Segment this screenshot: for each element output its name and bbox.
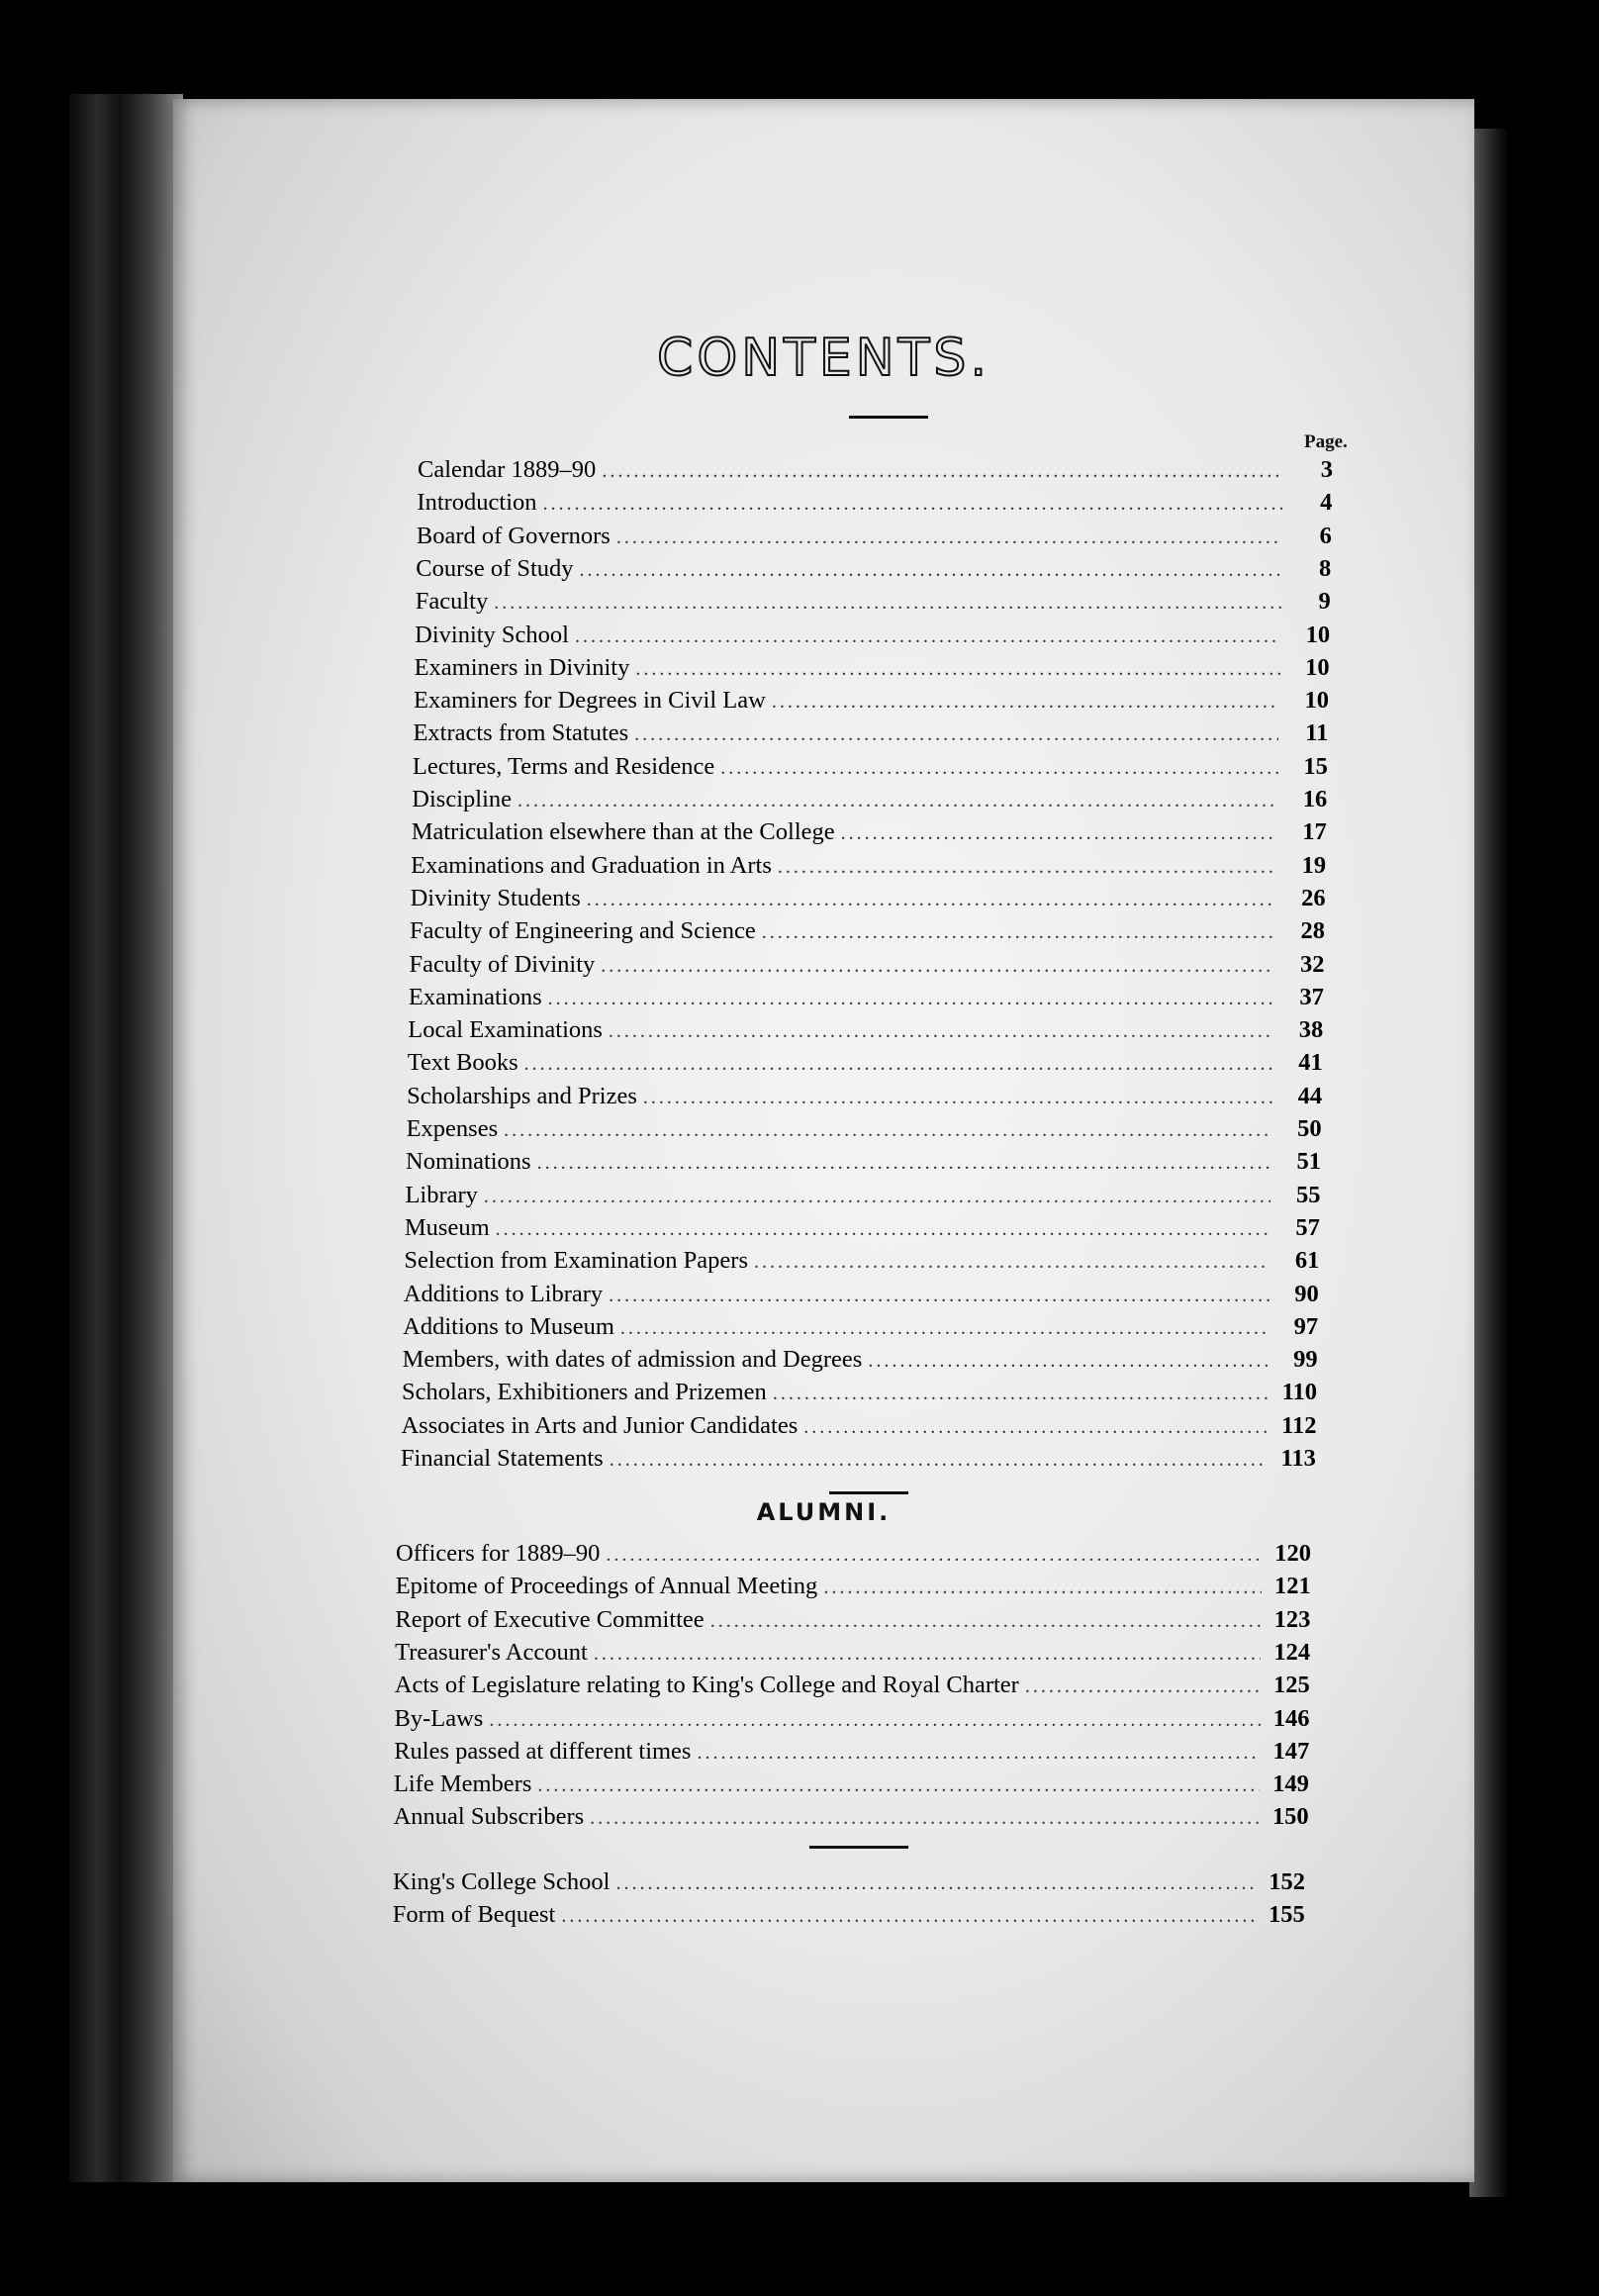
leader-dots (606, 1540, 1262, 1570)
toc-entry (415, 653, 1330, 684)
leader-dots (620, 1313, 1269, 1343)
toc-entry-title: Text Books (407, 1049, 518, 1077)
toc-entry-page: 41 (1298, 1049, 1323, 1077)
toc-entry (415, 621, 1330, 651)
page-edge (1469, 129, 1509, 2197)
leader-dots (587, 885, 1276, 914)
toc-entry-page: 11 (1305, 719, 1329, 747)
leader-dots (517, 786, 1277, 815)
toc-entry-title: Lectures, Terms and Residence (412, 752, 715, 780)
leader-dots (610, 1445, 1267, 1475)
toc-entry-page: 51 (1296, 1148, 1322, 1176)
toc-entry-title: Board of Governors (416, 522, 611, 549)
toc-entry-title: Treasurer's Account (395, 1638, 588, 1666)
toc-entry-page: 113 (1280, 1445, 1316, 1472)
page-column-label: Page. (1304, 431, 1348, 452)
toc-entry (395, 1671, 1310, 1701)
toc-entry-page: 10 (1305, 653, 1330, 681)
toc-entry-title: By-Laws (394, 1704, 484, 1732)
section-separator-rule (809, 1846, 908, 1849)
toc-entry (413, 752, 1328, 783)
toc-entry-page: 61 (1294, 1247, 1320, 1275)
toc-entry-title: Nominations (406, 1148, 531, 1176)
leader-dots (772, 687, 1279, 717)
toc-entry (407, 1082, 1322, 1112)
leader-dots (803, 1412, 1267, 1442)
leader-dots (489, 1705, 1260, 1735)
toc-entry-title: Discipline (412, 786, 513, 813)
toc-entry-title: Examinations and Graduation in Arts (411, 851, 772, 879)
toc-entry-page: 50 (1297, 1115, 1322, 1142)
toc-entry-title: Financial Statements (400, 1445, 604, 1472)
toc-entry (412, 817, 1327, 848)
toc-entry (396, 1572, 1311, 1602)
toc-entry-title: Divinity School (415, 621, 569, 648)
toc-entry (401, 1411, 1316, 1442)
toc-entry (409, 950, 1324, 981)
leader-dots (537, 1148, 1271, 1178)
toc-entry-page: 15 (1303, 752, 1328, 780)
leader-dots (524, 1049, 1273, 1079)
toc-entry-page: 146 (1272, 1704, 1310, 1732)
toc-entry-title: Local Examinations (408, 1016, 603, 1044)
leader-dots (841, 818, 1277, 848)
page-title: CONTENTS. (657, 329, 990, 388)
toc-entry-title: Scholars, Exhibitioners and Prizemen (402, 1379, 767, 1406)
toc-entry-page: 57 (1295, 1213, 1320, 1241)
leader-dots (494, 588, 1281, 618)
toc-entry (394, 1737, 1309, 1768)
toc-entry-title: Scholarships and Prizes (407, 1082, 637, 1109)
toc-entry-title: Additions to Museum (403, 1312, 614, 1340)
leader-dots (643, 1083, 1272, 1112)
toc-entry-title: Course of Study (416, 554, 574, 582)
toc-entry-title: King's College School (393, 1868, 611, 1895)
toc-entry (408, 1015, 1323, 1046)
toc-entry-page: 8 (1319, 554, 1332, 582)
toc-entry-page: 155 (1268, 1901, 1305, 1929)
toc-entry-page: 6 (1319, 522, 1332, 549)
leader-dots (762, 917, 1275, 947)
toc-entry-title: Annual Subscribers (393, 1803, 585, 1831)
toc-entry (395, 1638, 1310, 1669)
toc-entry-page: 55 (1295, 1181, 1321, 1208)
toc-entry-title: Faculty of Engineering and Science (410, 917, 756, 945)
toc-entry (395, 1605, 1310, 1636)
leader-dots (504, 1115, 1271, 1145)
toc-entry (413, 718, 1328, 749)
toc-entry-title: Epitome of Proceedings of Annual Meeting (395, 1573, 818, 1600)
toc-entry-title: Introduction (417, 489, 537, 517)
toc-entry-title: Acts of Legislature relating to King's College and Royal Charter (394, 1672, 1019, 1699)
toc-entry (394, 1802, 1309, 1833)
toc-entry-page: 110 (1281, 1379, 1318, 1406)
toc-entry-title: Officers for 1889–90 (396, 1540, 601, 1567)
leader-dots (616, 523, 1282, 552)
toc-entry-page: 37 (1299, 983, 1324, 1010)
leader-dots (720, 753, 1278, 783)
toc-entry-title: Members, with dates of admission and Degrees (402, 1346, 863, 1374)
toc-entry (416, 554, 1331, 585)
leader-dots (602, 456, 1283, 486)
toc-entry-title: Calendar 1889–90 (418, 456, 597, 483)
toc-entry-page: 121 (1273, 1573, 1311, 1600)
toc-entry-title: Divinity Students (410, 884, 581, 911)
toc-entry (403, 1345, 1318, 1376)
toc-entry-page: 97 (1293, 1312, 1319, 1340)
leader-dots (710, 1606, 1262, 1636)
toc-entry-title: Faculty of Divinity (409, 950, 596, 978)
toc-entry (403, 1312, 1318, 1343)
leader-dots (594, 1639, 1261, 1669)
toc-entry (417, 522, 1332, 552)
leader-dots (1025, 1672, 1261, 1701)
toc-entry-title: Extracts from Statutes (413, 719, 629, 747)
toc-entry-title: Selection from Examination Papers (404, 1247, 748, 1275)
toc-entry-page: 112 (1281, 1411, 1317, 1439)
toc-entry-page: 124 (1273, 1638, 1311, 1666)
leader-dots (609, 1281, 1270, 1310)
leader-dots (543, 489, 1283, 519)
toc-entry-page: 16 (1302, 786, 1328, 813)
leader-dots (575, 622, 1280, 651)
toc-entry-page: 152 (1269, 1868, 1305, 1895)
toc-entry (405, 1181, 1320, 1211)
toc-entry-title: Report of Executive Committee (395, 1605, 705, 1633)
toc-entry-page: 123 (1273, 1605, 1311, 1633)
leader-dots (537, 1770, 1260, 1800)
toc-entry (417, 488, 1332, 519)
leader-dots (773, 1379, 1268, 1408)
toc-entry-title: Rules passed at different times (394, 1737, 692, 1765)
toc-entry-title: Examiners for Degrees in Civil Law (414, 687, 766, 715)
toc-entry (396, 1539, 1311, 1570)
toc-entry-page: 10 (1304, 687, 1329, 715)
leader-dots (484, 1182, 1271, 1211)
toc-entry (404, 1280, 1319, 1310)
toc-entry (393, 1900, 1305, 1931)
toc-entry (401, 1444, 1316, 1475)
leader-dots (548, 984, 1274, 1013)
toc-entry (405, 1213, 1320, 1244)
toc-entry-page: 150 (1271, 1803, 1309, 1831)
toc-entry-title: Expenses (406, 1115, 499, 1142)
alumni-rule (829, 1491, 908, 1494)
toc-entry-page: 149 (1272, 1770, 1309, 1798)
toc-entry-page: 10 (1305, 621, 1331, 648)
toc-entry (414, 686, 1329, 717)
leader-dots (823, 1573, 1261, 1602)
toc-entry (408, 1048, 1323, 1079)
toc-entry (407, 1114, 1322, 1145)
toc-entry-page: 26 (1301, 884, 1326, 911)
toc-entry (411, 884, 1326, 914)
leader-dots (580, 555, 1282, 585)
toc-entry-page: 125 (1273, 1672, 1310, 1699)
toc-entry-title: Examiners in Divinity (414, 653, 630, 681)
leader-dots (778, 852, 1276, 882)
toc-entry-page: 120 (1274, 1540, 1311, 1567)
toc-entry (395, 1704, 1310, 1735)
toc-entry (406, 1147, 1321, 1178)
alumni-heading: ALUMNI. (756, 1498, 892, 1526)
toc-entry (394, 1770, 1309, 1800)
book-spine (69, 94, 183, 2182)
toc-entry (404, 1246, 1319, 1277)
document-page (173, 99, 1474, 2182)
toc-entry-title: Faculty (415, 588, 489, 616)
toc-entry-page: 44 (1297, 1082, 1323, 1109)
toc-entry-title: Life Members (393, 1770, 532, 1798)
toc-entry (402, 1378, 1317, 1408)
leader-dots (754, 1247, 1270, 1277)
toc-entry (418, 455, 1333, 486)
toc-entry-page: 99 (1293, 1346, 1318, 1374)
toc-entry (412, 785, 1327, 815)
toc-entry-page: 32 (1299, 950, 1325, 978)
toc-entry-title: Matriculation elsewhere than at the College (411, 818, 835, 846)
toc-entry-page: 147 (1272, 1737, 1310, 1765)
toc-entry-page: 4 (1320, 489, 1333, 517)
leader-dots (496, 1214, 1270, 1244)
toc-entry (416, 587, 1331, 618)
toc-entry-page: 19 (1301, 851, 1327, 879)
leader-dots (609, 1016, 1273, 1046)
toc-entry (393, 1867, 1305, 1898)
toc-entry (411, 851, 1326, 882)
leader-dots (635, 654, 1279, 684)
toc-entry-title: Museum (404, 1213, 490, 1241)
toc-entry-page: 3 (1320, 456, 1333, 483)
leader-dots (634, 719, 1278, 749)
leader-dots (697, 1738, 1260, 1768)
toc-entry-page: 38 (1298, 1016, 1324, 1044)
leader-dots (868, 1346, 1268, 1376)
leader-dots (615, 1868, 1256, 1898)
leader-dots (601, 951, 1274, 981)
toc-entry-title: Examinations (408, 983, 542, 1010)
toc-entry-title: Additions to Library (403, 1280, 604, 1307)
toc-entry-title: Form of Bequest (392, 1901, 556, 1929)
toc-entry-page: 90 (1294, 1280, 1319, 1307)
toc-entry-title: Library (405, 1181, 478, 1208)
leader-dots (561, 1901, 1255, 1931)
toc-entry-page: 9 (1318, 588, 1331, 616)
leader-dots (590, 1803, 1259, 1833)
toc-entry-page: 17 (1302, 818, 1327, 846)
toc-entry (410, 916, 1325, 947)
title-rule (849, 416, 928, 419)
toc-entry-page: 28 (1300, 917, 1326, 945)
toc-entry-title: Associates in Arts and Junior Candidates (401, 1411, 799, 1439)
toc-entry (409, 983, 1324, 1013)
